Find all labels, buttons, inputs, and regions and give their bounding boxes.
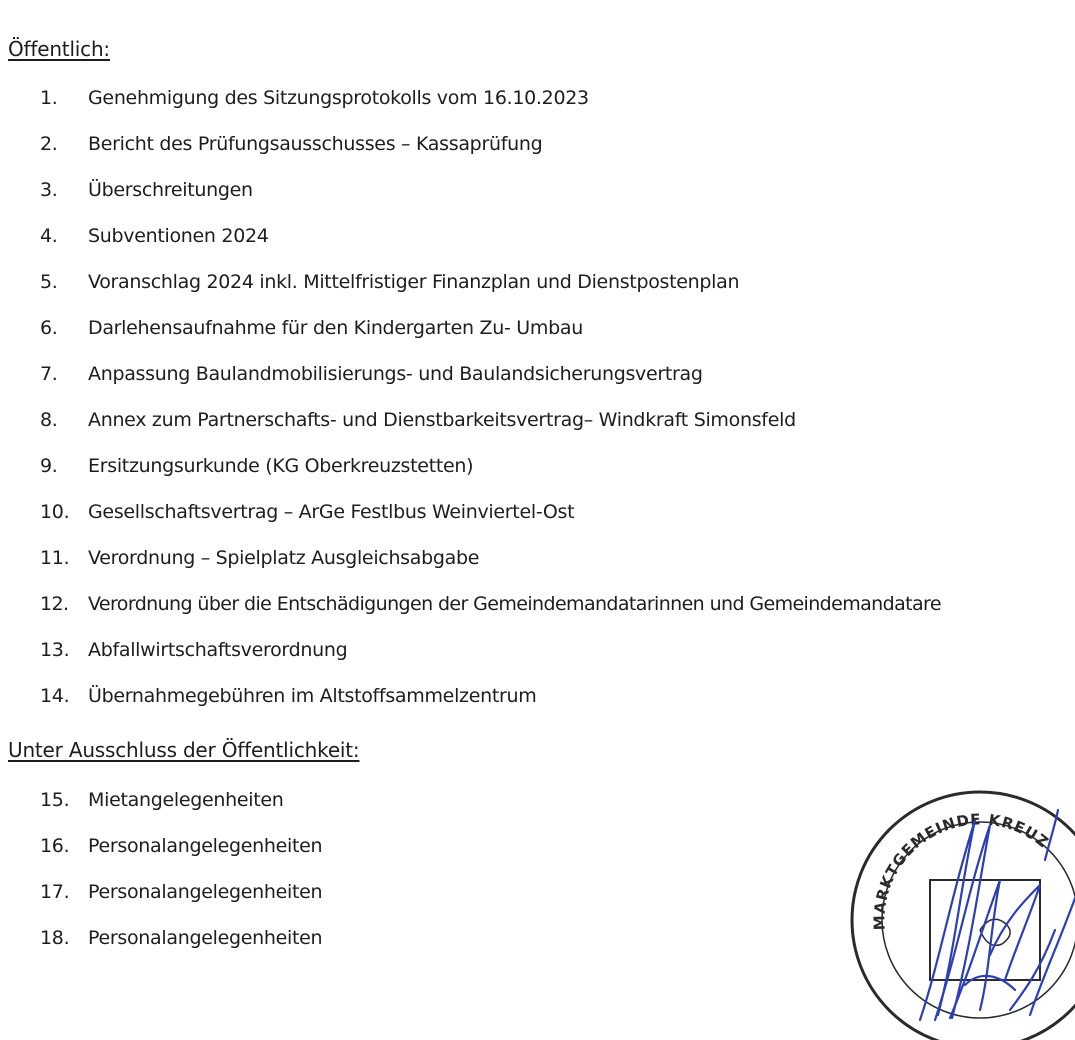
item-number: 8. (40, 409, 58, 431)
item-number: 17. (40, 881, 70, 903)
item-number: 14. (40, 685, 70, 707)
item-text: Annex zum Partnerschafts- und Dienstbarkeitsvertrag– Windkraft Simonsfeld (88, 409, 796, 431)
seal-text: MARKTGEMEINDE KREUZ (870, 810, 1053, 931)
item-text: Übernahmegebühren im Altstoffsammelzentrum (88, 685, 537, 707)
item-text: Verordnung über die Entschädigungen der Gemeindemandatarinnen und Gemeindemandatare (88, 593, 941, 615)
item-text: Voranschlag 2024 inkl. Mittelfristiger Finanzplan und Dienstpostenplan (88, 271, 740, 293)
item-number: 4. (40, 225, 58, 247)
item-text: Gesellschaftsvertrag – ArGe Festlbus Weinviertel-Ost (88, 501, 575, 523)
item-number: 16. (40, 835, 70, 857)
item-number: 9. (40, 455, 58, 477)
item-number: 3. (40, 179, 58, 201)
item-text: Genehmigung des Sitzungsprotokolls vom 16.10.2023 (88, 87, 589, 109)
item-number: 5. (40, 271, 58, 293)
item-text: Ersitzungsurkunde (KG Oberkreuzstetten) (88, 455, 474, 477)
item-number: 7. (40, 363, 58, 385)
item-text: Bericht des Prüfungsausschusses – Kassaprüfung (88, 133, 543, 155)
item-number: 10. (40, 501, 70, 523)
item-text: Subventionen 2024 (88, 225, 269, 247)
item-text: Anpassung Baulandmobilisierungs- und Baulandsicherungsvertrag (88, 363, 703, 385)
item-number: 13. (40, 639, 70, 661)
signature-scribble (920, 810, 1075, 1020)
item-text: Überschreitungen (88, 179, 253, 201)
item-number: 2. (40, 133, 58, 155)
item-text: Abfallwirtschaftsverordnung (88, 639, 348, 661)
section-heading-public: Öffentlich: (8, 37, 110, 61)
item-text: Mietangelegenheiten (88, 789, 284, 811)
official-seal-with-signature (840, 780, 1075, 1040)
item-number: 15. (40, 789, 70, 811)
item-number: 12. (40, 593, 69, 615)
item-number: 1. (40, 87, 58, 109)
item-number: 18. (40, 927, 70, 949)
item-text: Personalangelegenheiten (88, 927, 323, 949)
section-heading-closed: Unter Ausschluss der Öffentlichkeit: (8, 738, 360, 762)
item-number: 11. (40, 547, 70, 569)
item-text: Verordnung – Spielplatz Ausgleichsabgabe (88, 547, 480, 569)
item-number: 6. (40, 317, 58, 339)
item-text: Personalangelegenheiten (88, 881, 323, 903)
item-text: Darlehensaufnahme für den Kindergarten Zu- Umbau (88, 317, 583, 339)
item-text: Personalangelegenheiten (88, 835, 323, 857)
